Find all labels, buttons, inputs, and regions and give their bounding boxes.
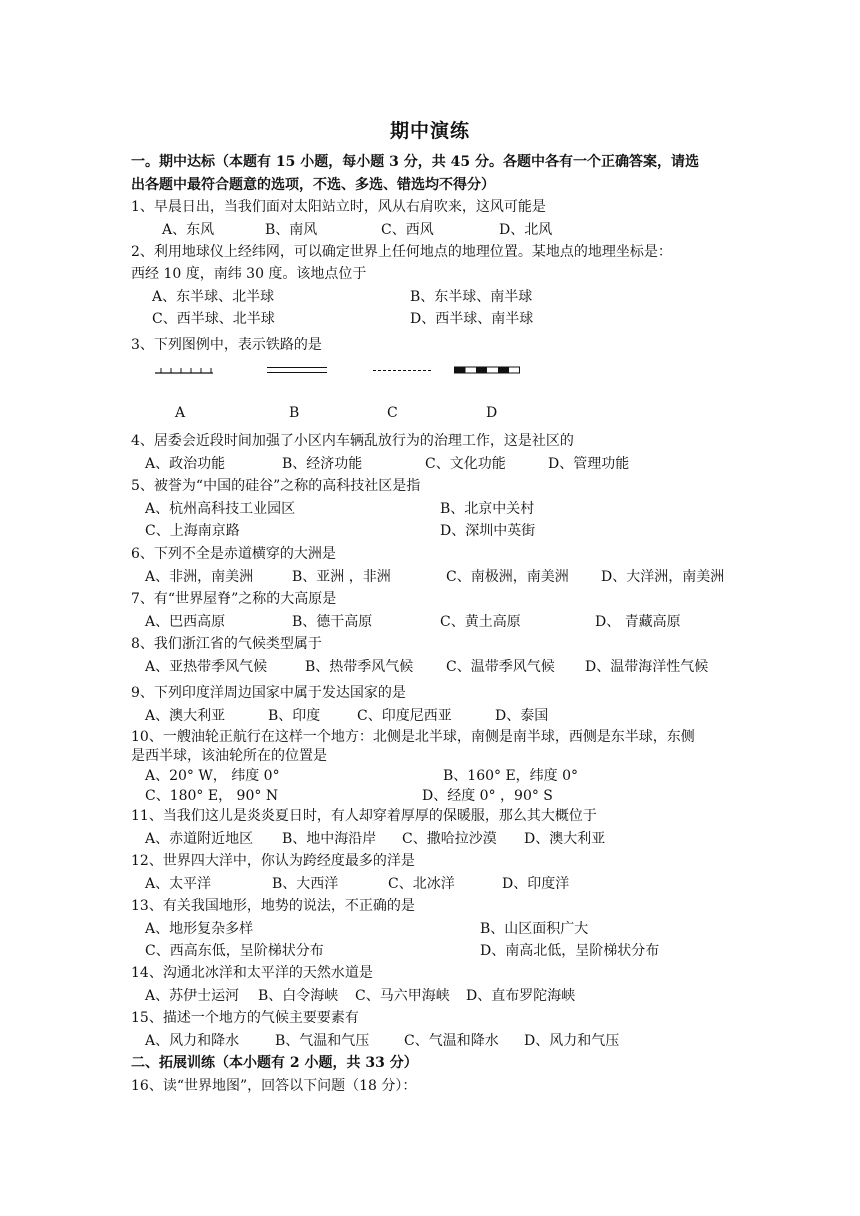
legend-b-label: B [289, 405, 300, 421]
q7-option-c: C、黄土高原 [440, 614, 521, 630]
legend-c-label: C [387, 405, 398, 421]
q15-option-b: B、气温和气压 [275, 1033, 370, 1049]
q8-stem: 8、我们浙江省的气候类型属于 [131, 636, 322, 652]
q7-option-b: B、德干高原 [292, 614, 373, 630]
q2-stem-line2: 西经 10 度，南纬 30 度。该地点位于 [131, 266, 367, 282]
q10-option-a: A、20° W， 纬度 0° [145, 768, 280, 784]
q13-option-b: B、山区面积广大 [480, 921, 589, 937]
q11-option-b: B、地中海沿岸 [282, 831, 377, 847]
q11-option-c: C、撒哈拉沙漠 [402, 831, 497, 847]
q10-stem-line2: 是西半球，该油轮所在的位置是 [131, 748, 327, 764]
q6-option-c: C、南极洲，南美洲 [446, 569, 569, 585]
q8-option-c: C、温带季风气候 [446, 659, 555, 675]
q2-option-c: C、西半球、北半球 [152, 311, 275, 327]
q13-option-a: A、地形复杂多样 [145, 921, 254, 937]
section1-heading-line2: 出各题中最符合题意的选项，不选、多选、错选均不得分） [131, 177, 495, 193]
q10-option-d: D、经度 0° ，90° S [422, 788, 553, 804]
q13-stem: 13、有关我国地形，地势的说法，不正确的是 [131, 898, 415, 914]
q2-option-b: B、东半球、南半球 [410, 289, 533, 305]
legend-d-symbol [454, 366, 520, 374]
q13-option-c: C、西高东低，呈阶梯状分布 [145, 943, 324, 959]
q8-option-b: B、热带季风气候 [305, 659, 414, 675]
q11-option-a: A、赤道附近地区 [145, 831, 254, 847]
q14-option-c: C、马六甲海峡 [355, 988, 450, 1004]
q5-option-a: A、杭州高科技工业园区 [145, 501, 296, 517]
q1-option-d: D、北风 [499, 222, 553, 238]
q9-option-d: D、泰国 [495, 708, 549, 724]
q12-option-d: D、印度洋 [502, 876, 570, 892]
q5-option-d: D、深圳中英街 [440, 523, 536, 539]
q14-stem: 14、沟通北冰洋和太平洋的天然水道是 [131, 965, 373, 981]
section2-heading: 二、拓展训练（本小题有 2 小题，共 33 分） [131, 1055, 418, 1071]
q6-option-a: A、非洲，南美洲 [145, 569, 254, 585]
q5-stem: 5、被誉为“中国的硅谷”之称的高科技社区是指 [131, 478, 421, 494]
q8-option-a: A、亚热带季风气候 [145, 659, 268, 675]
q14-option-a: A、苏伊士运河 [145, 988, 240, 1004]
q4-stem: 4、居委会近段时间加强了小区内车辆乱放行为的治理工作，这是社区的 [131, 433, 574, 449]
q10-option-c: C、180° E， 90° N [145, 788, 279, 804]
q7-option-a: A、巴西高原 [145, 614, 226, 630]
legend-d-label: D [486, 405, 498, 421]
q15-option-d: D、风力和气压 [524, 1033, 620, 1049]
q1-option-c: C、西风 [381, 222, 434, 238]
q1-option-a: A、东风 [162, 222, 215, 238]
q5-option-c: C、上海南京路 [145, 523, 240, 539]
q11-stem: 11、当我们这儿是炎炎夏日时，有人却穿着厚厚的保暖服，那么其大概位于 [131, 808, 597, 824]
q6-option-b: B、亚洲 ，非洲 [292, 569, 391, 585]
q7-stem: 7、有“世界屋脊”之称的大高原是 [131, 591, 337, 607]
q9-option-a: A、澳大利亚 [145, 708, 226, 724]
q8-option-d: D、温带海洋性气候 [585, 659, 709, 675]
q10-stem-line1: 10、一艘油轮正航行在这样一个地方：北侧是北半球，南侧是南半球，西侧是东半球，东侧 [131, 729, 695, 745]
q2-option-a: A、东半球、北半球 [152, 289, 275, 305]
q9-option-c: C、印度尼西亚 [357, 708, 452, 724]
legend-a-label: A [175, 405, 186, 421]
q4-option-a: A、政治功能 [145, 456, 226, 472]
q15-stem: 15、描述一个地方的气候主要要素有 [131, 1010, 359, 1026]
q9-stem: 9、下列印度洋周边国家中属于发达国家的是 [131, 685, 406, 701]
q15-option-c: C、气温和降水 [404, 1033, 499, 1049]
q6-option-d: D、大洋洲，南美洲 [601, 569, 725, 585]
q1-option-b: B、南风 [265, 222, 318, 238]
q7-option-d: D、 青藏高原 [595, 614, 681, 630]
q12-option-a: A、太平洋 [145, 876, 212, 892]
q4-option-b: B、经济功能 [282, 456, 363, 472]
legend-c-symbol [373, 370, 431, 371]
q4-option-c: C、文化功能 [425, 456, 506, 472]
q16-stem: 16、读“世界地图”，回答以下问题（18 分）： [131, 1078, 417, 1094]
q12-stem: 12、世界四大洋中，你认为跨经度最多的洋是 [131, 853, 415, 869]
legend-b-symbol [267, 367, 327, 373]
q1-stem: 1、早晨日出，当我们面对太阳站立时，风从右肩吹来，这风可能是 [131, 199, 546, 215]
q2-option-d: D、西半球、南半球 [410, 311, 534, 327]
q3-stem: 3、下列图例中，表示铁路的是 [131, 337, 322, 353]
section1-heading-line1: 一。期中达标（本题有 15 小题，每小题 3 分，共 45 分。各题中各有一个正确答案，请选 [131, 154, 699, 170]
q11-option-d: D、澳大利亚 [524, 831, 606, 847]
q2-stem-line1: 2、利用地球仪上经纬网，可以确定世界上任何地点的地理位置。某地点的地理坐标是： [131, 244, 672, 260]
q12-option-c: C、北冰洋 [388, 876, 455, 892]
q6-stem: 6、下列不全是赤道横穿的大洲是 [131, 546, 336, 562]
legend-a-symbol [155, 366, 213, 374]
q4-option-d: D、管理功能 [548, 456, 630, 472]
q5-option-b: B、北京中关村 [440, 501, 535, 517]
q14-option-b: B、白令海峡 [258, 988, 339, 1004]
q15-option-a: A、风力和降水 [145, 1033, 240, 1049]
page-title: 期中演练 [389, 120, 470, 142]
q12-option-b: B、大西洋 [272, 876, 339, 892]
q13-option-d: D、南高北低，呈阶梯状分布 [480, 943, 660, 959]
q10-option-b: B、160° E，纬度 0° [443, 768, 579, 784]
q14-option-d: D、直布罗陀海峡 [466, 988, 576, 1004]
q9-option-b: B、印度 [268, 708, 321, 724]
